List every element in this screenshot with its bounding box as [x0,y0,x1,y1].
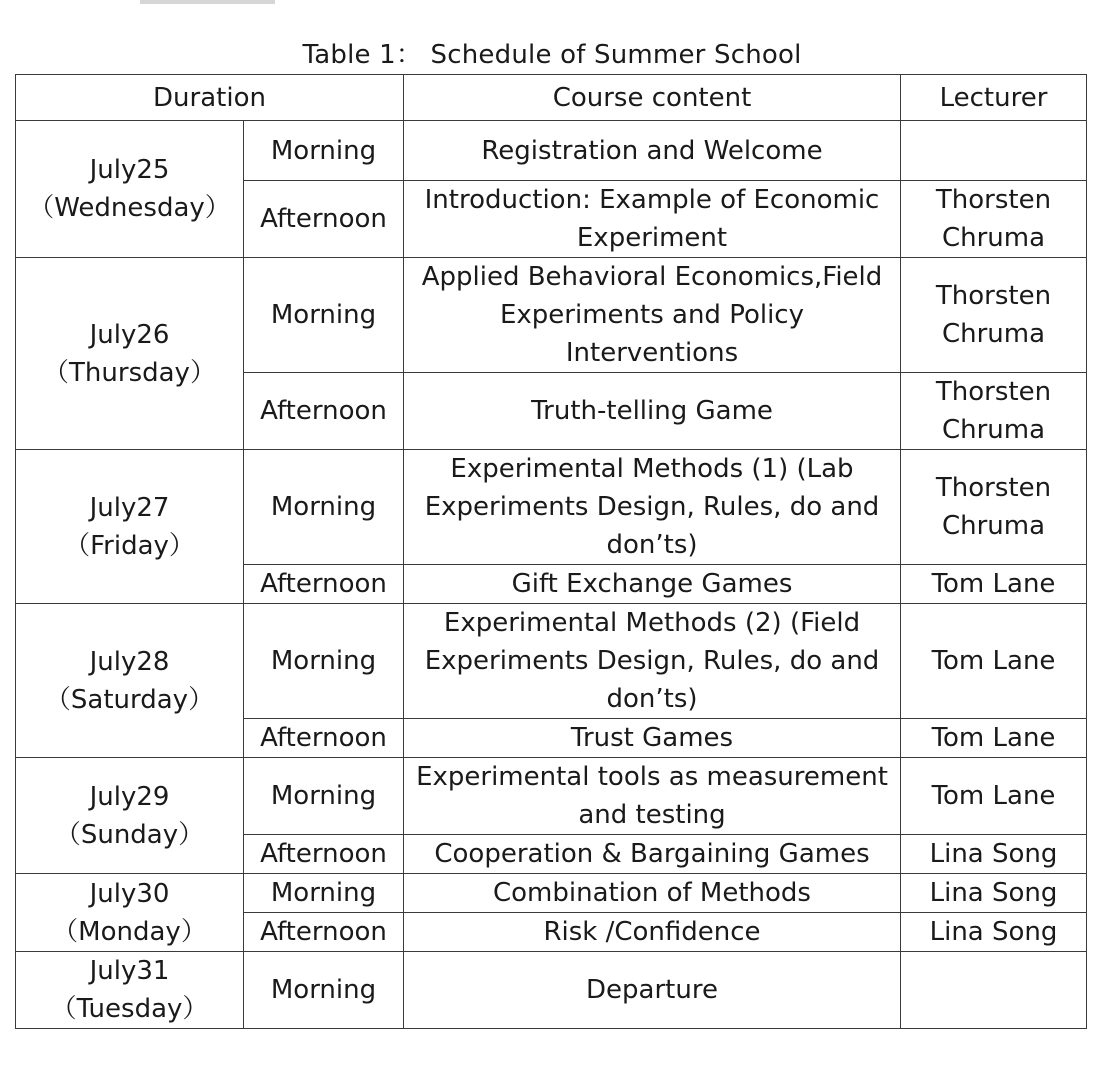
lecturer-cell [901,121,1087,181]
day-cell [16,121,244,258]
day-cell [16,450,244,604]
day-cell [16,758,244,874]
day-weekday: （Monday） [52,916,207,947]
lecturer-cell: Lina Song [901,835,1087,874]
lecturer-cell: Tom Lane [901,758,1087,835]
lecturer-cell: Thorsten Chruma [901,258,1087,373]
lecturer-cell [901,952,1087,1029]
slot-cell: Morning [244,604,404,719]
day-date: July27 [89,492,170,523]
lecturer-cell: Thorsten Chruma [901,450,1087,565]
slot-cell: Afternoon [244,835,404,874]
lecturer-cell: Thorsten Chruma [901,373,1087,450]
header-row [16,75,1087,121]
table-row [16,604,1087,719]
slot-cell: Afternoon [244,719,404,758]
table-row [16,121,1087,181]
lecturer-cell: Tom Lane [901,565,1087,604]
day-cell [16,952,244,1029]
day-date: July30 [89,878,170,909]
slot-cell: Morning [244,874,404,913]
slot-cell: Afternoon [244,181,404,258]
table-row [16,450,1087,565]
day-weekday: （Friday） [64,530,195,561]
table-caption: Table 1： Schedule of Summer School [302,40,802,70]
lecturer-cell: Thorsten Chruma [901,181,1087,258]
day-weekday: （Thursday） [43,357,216,388]
day-date: July31 [89,956,170,986]
lecturer-cell: Tom Lane [901,719,1087,758]
course-cell: Cooperation & Bargaining Games [404,835,901,874]
table-row [16,952,1087,1029]
schedule-table [15,74,1087,1029]
header-duration: Duration [16,75,404,121]
course-cell: Experimental Methods (1) (Lab Experiments Design, Rules, do and don’ts) [404,450,901,565]
slot-cell: Afternoon [244,913,404,952]
course-cell: Departure [404,952,901,1029]
day-weekday: （Wednesday） [28,193,231,223]
course-cell: Trust Games [404,719,901,758]
course-cell: Experimental Methods (2) (Field Experiments Design, Rules, do and don’ts) [404,604,901,719]
lecturer-cell: Lina Song [901,874,1087,913]
slot-cell: Morning [244,450,404,565]
day-weekday: （Tuesday） [50,994,209,1024]
day-weekday: （Sunday） [54,819,205,850]
header-lecturer: Lecturer [901,75,1087,121]
table-row [16,258,1087,373]
course-cell: Introduction: Example of Economic Experiment [404,181,901,258]
day-date: July26 [89,319,170,350]
course-cell: Truth-telling Game [404,373,901,450]
course-cell: Registration and Welcome [404,121,901,181]
slot-cell: Morning [244,258,404,373]
day-weekday: （Saturday） [44,684,215,715]
course-cell: Risk /Confidence [404,913,901,952]
lecturer-cell: Tom Lane [901,604,1087,719]
lecturer-cell: Lina Song [901,913,1087,952]
course-cell: Combination of Methods [404,874,901,913]
slot-cell: Afternoon [244,565,404,604]
header-course: Course content [404,75,901,121]
course-cell: Experimental tools as measurement and testing [404,758,901,835]
table-row [16,758,1087,835]
course-cell: Gift Exchange Games [404,565,901,604]
slot-cell: Afternoon [244,373,404,450]
table-row [16,874,1087,913]
slot-cell: Morning [244,758,404,835]
day-date: July25 [89,155,170,185]
cropped-text-fragment [140,0,275,4]
day-cell [16,874,244,952]
slot-cell: Morning [244,952,404,1029]
course-cell: Applied Behavioral Economics,Field Experiments and Policy Interventions [404,258,901,373]
day-date: July29 [89,781,170,812]
day-cell [16,604,244,758]
day-cell [16,258,244,450]
slot-cell: Morning [244,121,404,181]
day-date: July28 [89,646,170,677]
